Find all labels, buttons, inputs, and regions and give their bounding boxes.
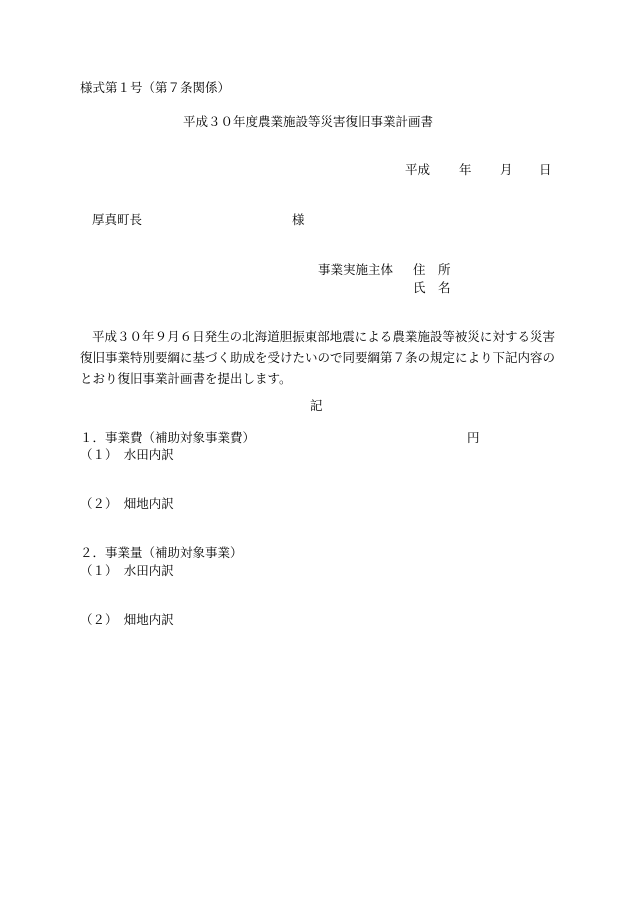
date-era: 平成	[405, 162, 431, 177]
section-unit: 円	[467, 430, 480, 445]
ki-label: 記	[310, 398, 323, 413]
section-item: （２） 畑地内訳	[80, 612, 174, 627]
applicant-name-label: 氏 名	[413, 280, 451, 295]
section-item: （１） 水田内訳	[80, 447, 174, 462]
section-item: （１） 水田内訳	[80, 563, 174, 578]
applicant-label: 事業実施主体	[318, 262, 394, 277]
body-paragraph: 平成３０年９月６日発生の北海道胆振東部地震による農業施設等被災に対する災害復旧事業特別要綱に基づく助成を受けたいので同要綱第７条の規定により下記内容のとおり復旧事業計画書を提出します。	[80, 329, 556, 386]
section-item: （２） 畑地内訳	[80, 496, 174, 511]
applicant-address-label: 住 所	[413, 262, 451, 277]
section-heading: １．事業費（補助対象事業費）	[80, 430, 256, 445]
document-title: 平成３０年度農業施設等災害復旧事業計画書	[183, 114, 434, 129]
addressee-name: 厚真町長	[92, 212, 143, 227]
date-day-unit: 日	[539, 162, 552, 177]
form-label: 様式第１号（第７条関係）	[80, 80, 231, 95]
section-heading: ２．事業量（補助対象事業）	[80, 545, 243, 560]
addressee-honorific: 様	[292, 212, 305, 227]
date-year-unit: 年	[459, 162, 472, 177]
date-month-unit: 月	[500, 162, 513, 177]
